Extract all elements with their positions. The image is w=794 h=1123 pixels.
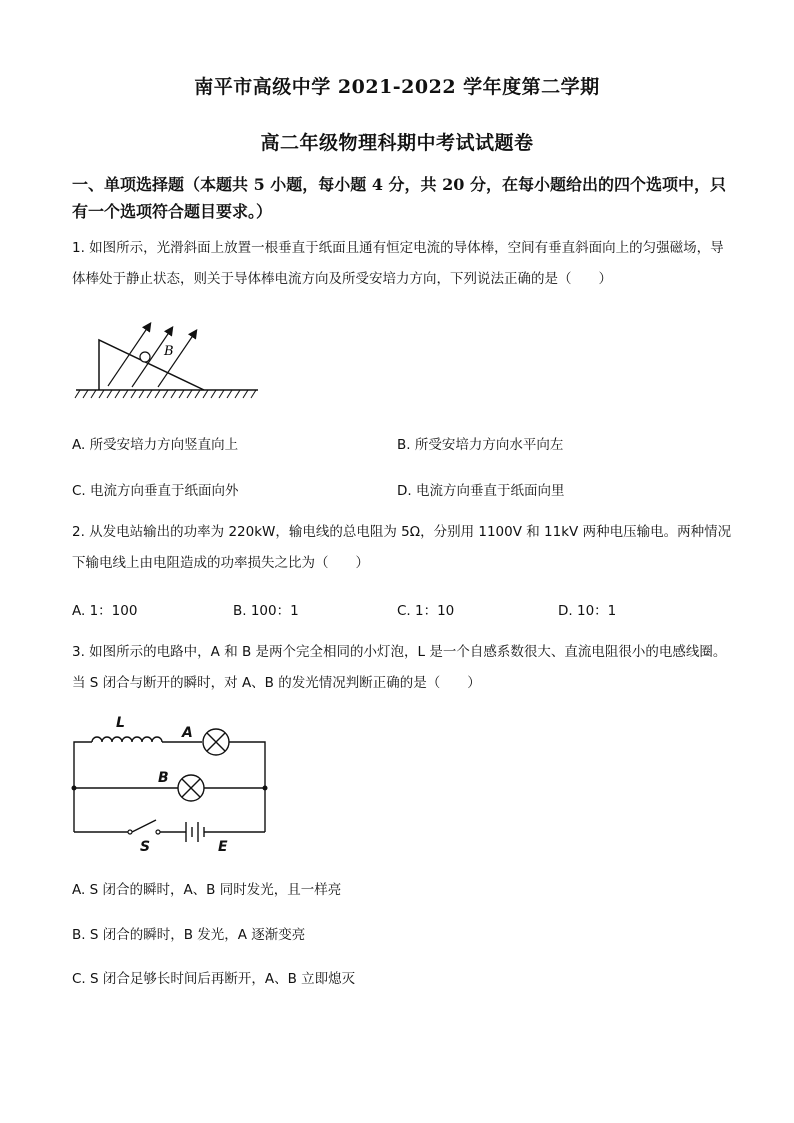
q1-option-a: A. 所受安培力方向竖直向上 — [72, 437, 239, 453]
question-3-stem: 3. 如图所示的电路中，A 和 B 是两个完全相同的小灯泡，L 是一个自感系数很大、直流电阻很小的电感线圈。当 S 闭合与断开的瞬时，对 A、B 的发光情况判断正确的是（ ） — [72, 644, 727, 691]
battery-label: E — [218, 839, 228, 855]
q2-option-b: B. 100：1 — [233, 603, 299, 619]
exam-title-line1: 南平市高级中学 2021-2022 学年度第二学期 — [194, 76, 600, 98]
switch-label: S — [140, 839, 151, 855]
q3-option-b: B. S 闭合的瞬时，B 发光，A 逐渐变亮 — [72, 927, 306, 943]
inductor-label: L — [116, 715, 125, 731]
exam-title-line2: 高二年级物理科期中考试试题卷 — [260, 132, 534, 154]
q1-option-b: B. 所受安培力方向水平向左 — [397, 437, 564, 453]
q1-option-c: C. 电流方向垂直于纸面向外 — [72, 483, 239, 499]
question-2-stem: 2. 从发电站输出的功率为 220kW，输电线的总电阻为 5Ω，分别用 1100V 和 11kV 两种电压输电。两种情况下输电线上由电阻造成的功率损失之比为（ ） — [72, 524, 732, 571]
q2-option-a: A. 1：100 — [72, 603, 138, 619]
incline-figure — [72, 310, 272, 410]
q2-option-c: C. 1：10 — [397, 603, 455, 619]
question-1-stem: 1. 如图所示，光滑斜面上放置一根垂直于纸面且通有恒定电流的导体棒，空间有垂直斜面向上的匀强磁场，导体棒处于静止状态，则关于导体棒电流方向及所受安培力方向，下列说法正确的是（ ） — [72, 240, 724, 287]
q2-option-d: D. 10：1 — [558, 603, 617, 619]
q3-option-c: C. S 闭合足够长时间后再断开，A、B 立即熄灭 — [72, 971, 356, 987]
q1-option-d: D. 电流方向垂直于纸面向里 — [397, 483, 565, 499]
lamp-b-label: B — [158, 770, 169, 786]
magnetic-field-label: B — [164, 344, 174, 359]
lamp-a-label: A — [182, 725, 193, 741]
section-heading: 一、单项选择题（本题共 5 小题，每小题 4 分，共 20 分，在每小题给出的四个选项中，只有一个选项符合题目要求。） — [72, 175, 726, 221]
q3-option-a: A. S 闭合的瞬时，A、B 同时发光，且一样亮 — [72, 882, 342, 898]
circuit-figure — [68, 708, 278, 858]
